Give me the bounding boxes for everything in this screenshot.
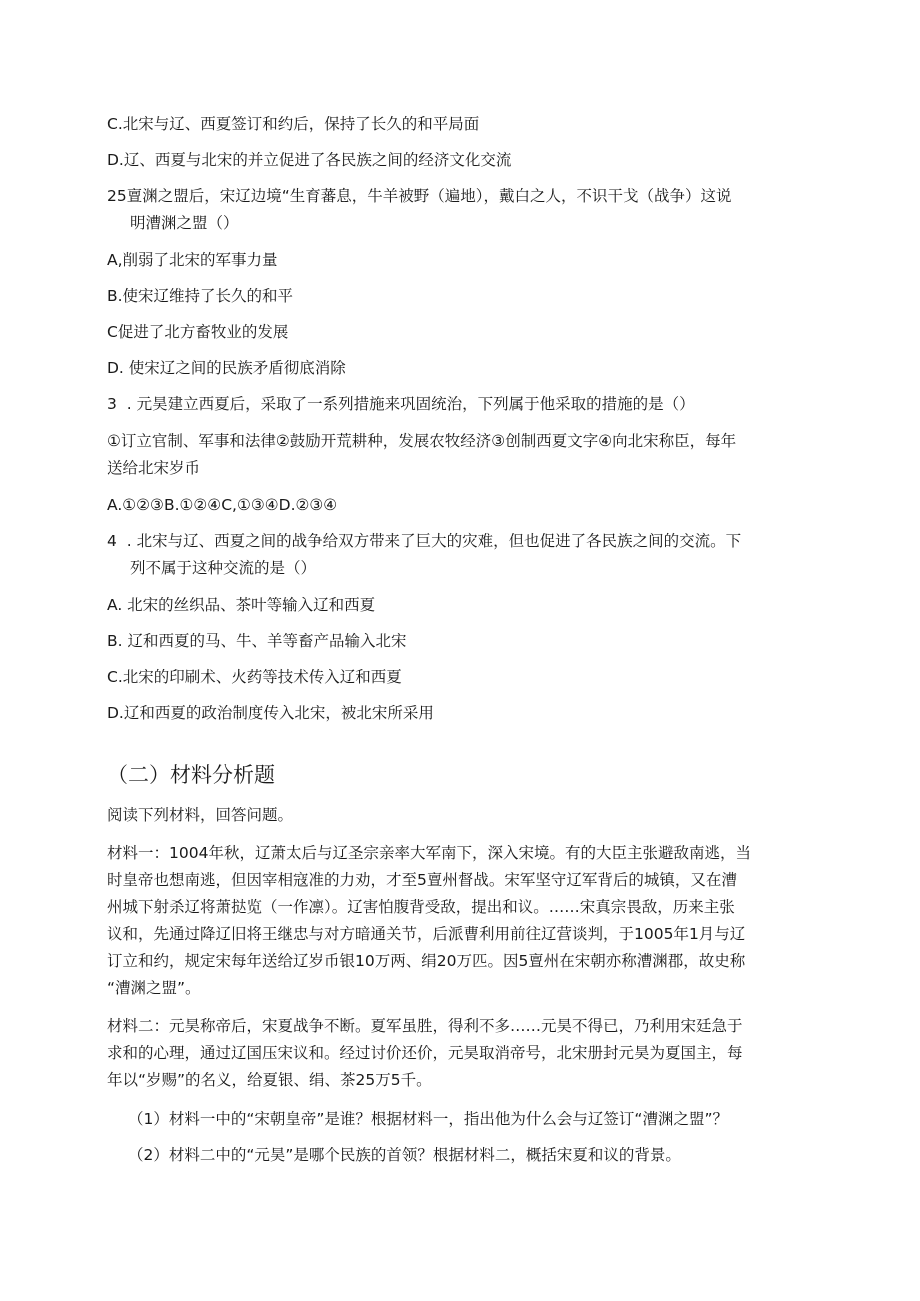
question-2-stem-cont: 明漕渊之盟（） — [130, 214, 239, 232]
sub-question-2: （2）材料二中的“元昊”是哪个民族的首领？根据材料二，概括宋夏和议的背景。 — [128, 1146, 681, 1164]
question-4-option-c: C.北宋的印刷术、火药等技术传入辽和西夏 — [107, 668, 402, 686]
question-3-options: A.①②③B.①②④C,①③④D.②③④ — [107, 496, 338, 514]
section-title: （二）材料分析题 — [107, 763, 275, 787]
option-d-line: D.辽、西夏与北宋的并立促进了各民族之间的经济文化交流 — [107, 151, 512, 169]
material-1-line: 订立和约，规定宋每年送给辽岁币银10万两、绢20万匹。因5亶州在宋朝亦称漕渊郡，故史称 — [107, 952, 746, 970]
question-3-items-cont: 送给北宋岁币 — [107, 459, 201, 477]
question-4-option-b: B. 辽和西夏的马、牛、羊等畜产品输入北宋 — [107, 632, 407, 650]
question-4-stem-cont: 列不属于这种交流的是（） — [130, 559, 317, 577]
question-2-option-b: B.使宋辽维持了长久的和平 — [107, 287, 294, 305]
question-3-items: ①订立官制、军事和法律②鼓励开荒耕种，发展农牧经济③创制西夏文字④向北宋称臣，每年 — [107, 432, 737, 450]
sub-question-1: （1）材料一中的“宋朝皇帝”是谁？根据材料一，指出他为什么会与辽签订“漕渊之盟”？ — [128, 1110, 728, 1128]
question-4-option-a: A. 北宋的丝织品、茶叶等输入辽和西夏 — [107, 596, 376, 614]
option-c-line: C.北宋与辽、西夏签订和约后，保持了长久的和平局面 — [107, 115, 480, 133]
material-1-line: 材料一：1004年秋，辽萧太后与辽圣宗亲率大军南下，深入宋境。有的大臣主张避敌南逃，当 — [107, 844, 751, 862]
question-2-option-c: C促进了北方畜牧业的发展 — [107, 323, 289, 341]
question-4-option-d: D.辽和西夏的政治制度传入北宋，被北宋所采用 — [107, 704, 434, 722]
material-1-line: 州城下射杀辽将萧挞览（一作凛）。辽害怕腹背受敌，提出和议。……宋真宗畏敌，历来主张 — [107, 898, 735, 916]
material-2-line: 材料二：元昊称帝后，宋夏战争不断。夏军虽胜，得利不多……元昊不得已，乃利用宋廷急于 — [107, 1017, 743, 1035]
material-1-line: 议和，先通过降辽旧将王继忠与对方暗通关节，后派曹利用前往辽营谈判，于1005年1月与辽 — [107, 925, 746, 943]
material-2-line: 求和的心理，通过辽国压宋议和。经过讨价还价，元昊取消帝号，北宋册封元昊为夏国主，每 — [107, 1044, 743, 1062]
material-1-line: 时皇帝也想南逃，但因宰相寇准的力劝，才至5亶州督战。宋军坚守辽军背后的城镇，又在漕 — [107, 871, 737, 889]
question-2-stem: 25亶渊之盟后，宋辽边境“生育蕃息，牛羊被野（遍地），戴白之人，不识干戈（战争）这说 — [107, 187, 732, 205]
question-2-option-a: A,削弱了北宋的军事力量 — [107, 251, 278, 269]
question-2-option-d: D. 使宋辽之间的民族矛盾彻底消除 — [107, 359, 346, 377]
question-3-stem: 3 . 元昊建立西夏后，采取了一系列措施来巩固统治，下列属于他采取的措施的是（） — [107, 395, 695, 413]
question-4-stem: 4 . 北宋与辽、西夏之间的战争给双方带来了巨大的灾难，但也促进了各民族之间的交流。下 — [107, 532, 742, 550]
material-2-line: 年以“岁赐”的名义，给夏银、绢、茶25万5千。 — [107, 1071, 432, 1089]
material-1-line: “漕渊之盟”。 — [107, 979, 201, 997]
instruction: 阅读下列材料，回答问题。 — [107, 806, 294, 824]
